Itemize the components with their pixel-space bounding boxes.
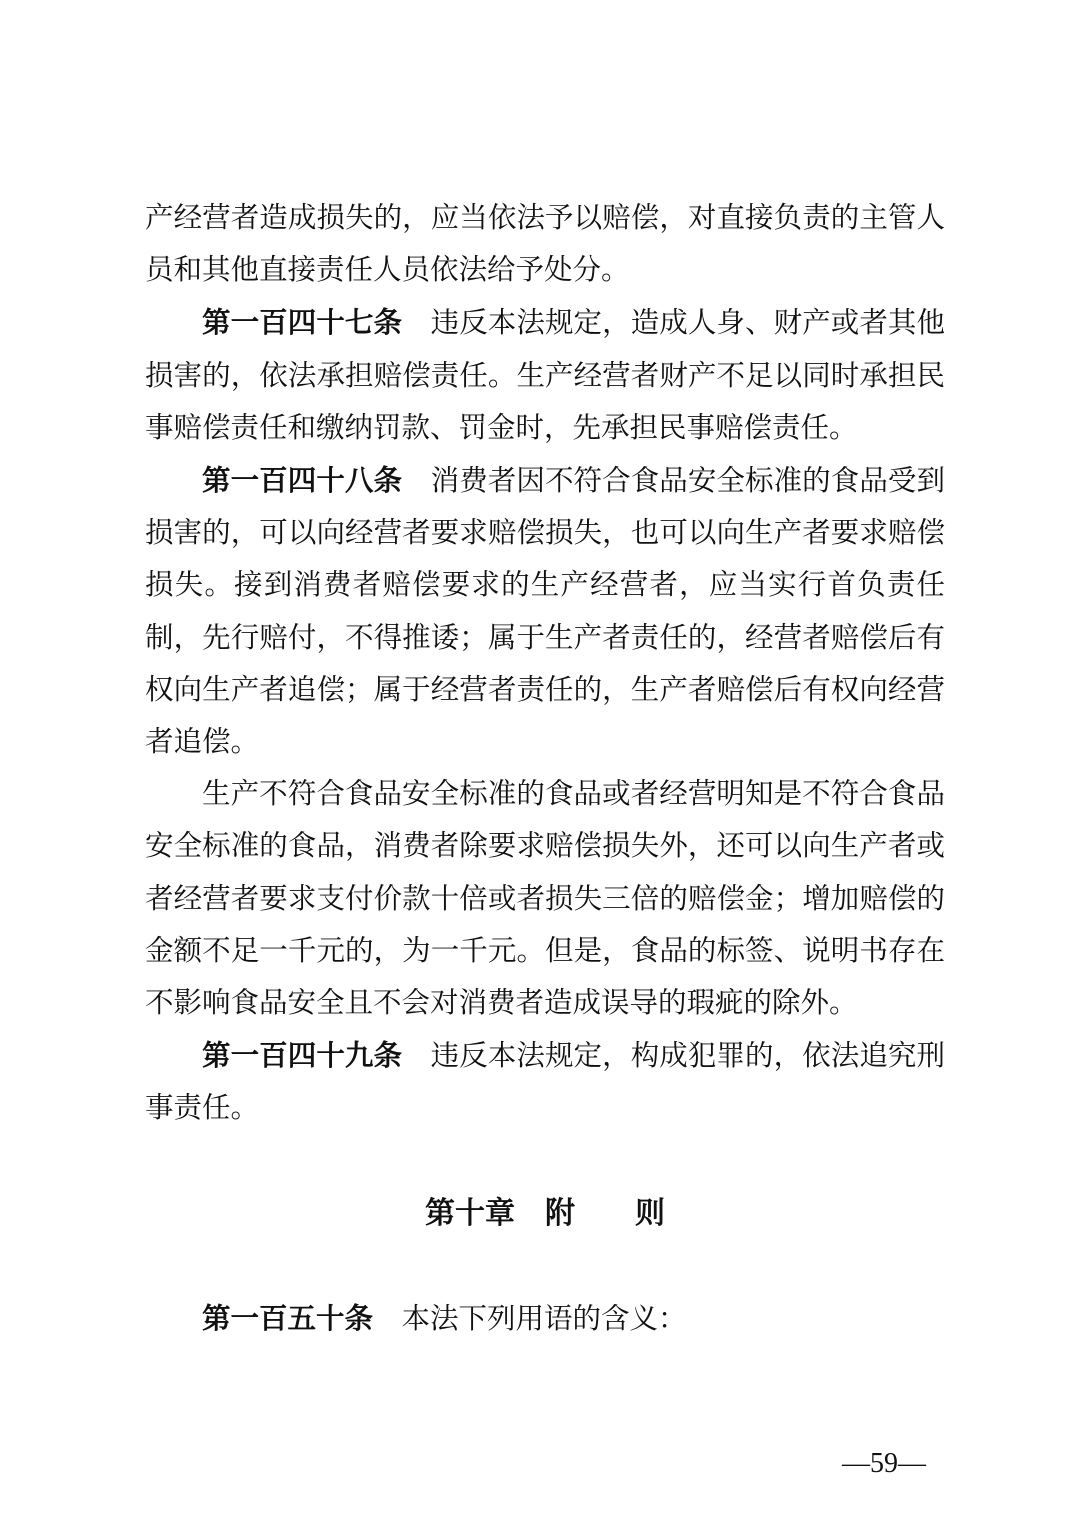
law-paragraph-article-150 — [145, 1293, 945, 1346]
article-number-147: 第一百四十七条 — [202, 307, 403, 340]
law-paragraph-article-148-clause-2 — [145, 769, 945, 1030]
paragraph-text: 消费者因不符合食品安全标准的食品受到损害的，可以向经营者要求赔偿损失，也可以向生产者要求赔偿损失。接到消费者赔偿要求的生产经营者，应当实行首负责任制，先行赔付，不得推诿；属于生产者责任的，经营者赔偿后有权向生产者追偿；属于经营者责任的，生产者赔偿后有权向经营者追偿。 — [145, 466, 945, 759]
law-paragraph-article-149 — [145, 1030, 945, 1135]
document-body — [145, 193, 945, 1346]
chapter-heading: 第十章 附 则 — [425, 1196, 665, 1230]
paragraph-text: 本法下列用语的含义： — [373, 1303, 687, 1335]
article-number-149: 第一百四十九条 — [202, 1040, 403, 1073]
law-paragraph-continuation — [145, 193, 945, 297]
law-paragraph-article-148 — [145, 455, 945, 769]
paragraph-text: 生产不符合食品安全标准的食品或者经营明知是不符合食品安全标准的食品，消费者除要求赔偿损失外，还可以向生产者或者经营者要求支付价款十倍或者损失三倍的赔偿金；增加赔偿的金额不足一千元的，为一千元。但是，食品的标签、说明书存在不影响食品安全且不会对消费者造成误导的瑕疵的除外。 — [145, 779, 945, 1020]
page-number: —59— — [842, 1448, 926, 1479]
paragraph-text: 违反本法规定，造成人身、财产或者其他损害的，依法承担赔偿责任。生产经营者财产不足以同时承担民事赔偿责任和缴纳罚款、罚金时，先承担民事赔偿责任。 — [145, 308, 945, 444]
article-number-150: 第一百五十条 — [202, 1302, 374, 1335]
law-paragraph-article-147 — [145, 297, 945, 455]
paragraph-text: 产经营者造成损失的，应当依法予以赔偿，对直接负责的主管人员和其他直接责任人员依法给予处分。 — [145, 203, 945, 287]
article-number-148: 第一百四十八条 — [202, 465, 403, 498]
paragraph-text: 违反本法规定，构成犯罪的，依法追究刑事责任。 — [145, 1041, 945, 1125]
